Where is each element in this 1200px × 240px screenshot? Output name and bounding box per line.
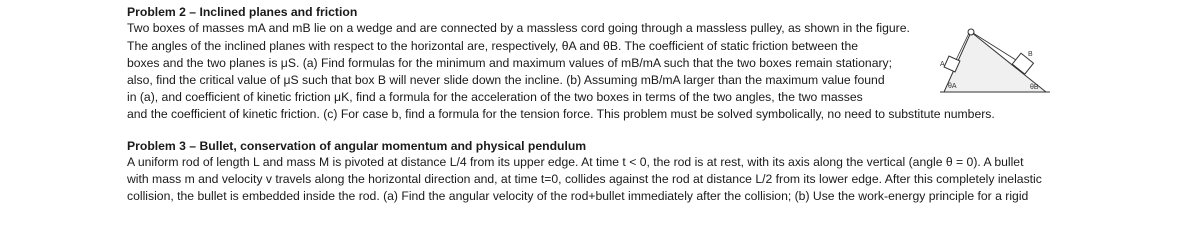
problem-2-line-2: The angles of the inclined planes with respect to the horizontal are, respectively, θA and θB. The coefficient of static friction between the [127,39,858,53]
label-angle-a: θA [948,83,957,90]
inclined-planes-figure [926,22,1060,100]
label-angle-b: θB [1030,84,1039,91]
problem-3-line-1: A uniform rod of length L and mass M is pivoted at distance L/4 from its upper edge. At time t < 0, the rod is at rest, with its axis along the vertical (angle θ = 0). A bullet [127,155,1024,169]
problem-2-line-5: in (a), and coefficient of kinetic friction μK, find a formula for the acceleration of the two boxes in terms of the two angles, the two masses [127,90,863,104]
problem-2-line-1: Two boxes of masses mA and mB lie on a wedge and are connected by a massless cord going through a massless pulley, as shown in the figure. [127,21,910,35]
label-box-a: A [940,61,945,68]
label-box-b: B [1028,51,1033,58]
problem-2-line-4: also, find the critical value of μS such that box B will never slide down the incline. (b) Assuming mB/mA larger than the maximum value found [127,73,885,87]
problem-3-line-2: with mass m and velocity v travels along the horizontal direction and, at time t=0, collides against the rod at distance L/2 from its lower edge. After this completely inelastic [127,172,1042,186]
problem-3-title: Problem 3 – Bullet, conservation of angular momentum and physical pendulum [127,139,587,153]
problem-3-line-3: collision, the bullet is embedded inside the rod. (a) Find the angular velocity of the rod+bullet immediately after the collision; (b) Use the work-energy principle for a rigid [127,189,1029,203]
problem-2-line-6: and the coefficient of kinetic friction. (c) For case b, find a formula for the tension force. This problem must be solved symbolically, no need to substitute numbers. [127,107,995,121]
problem-2-title: Problem 2 – Inclined planes and friction [127,5,358,19]
problem-2-line-3: boxes and the two planes is μS. (a) Find formulas for the minimum and maximum values of mB/mA such that the two boxes remain stationary; [127,56,893,70]
